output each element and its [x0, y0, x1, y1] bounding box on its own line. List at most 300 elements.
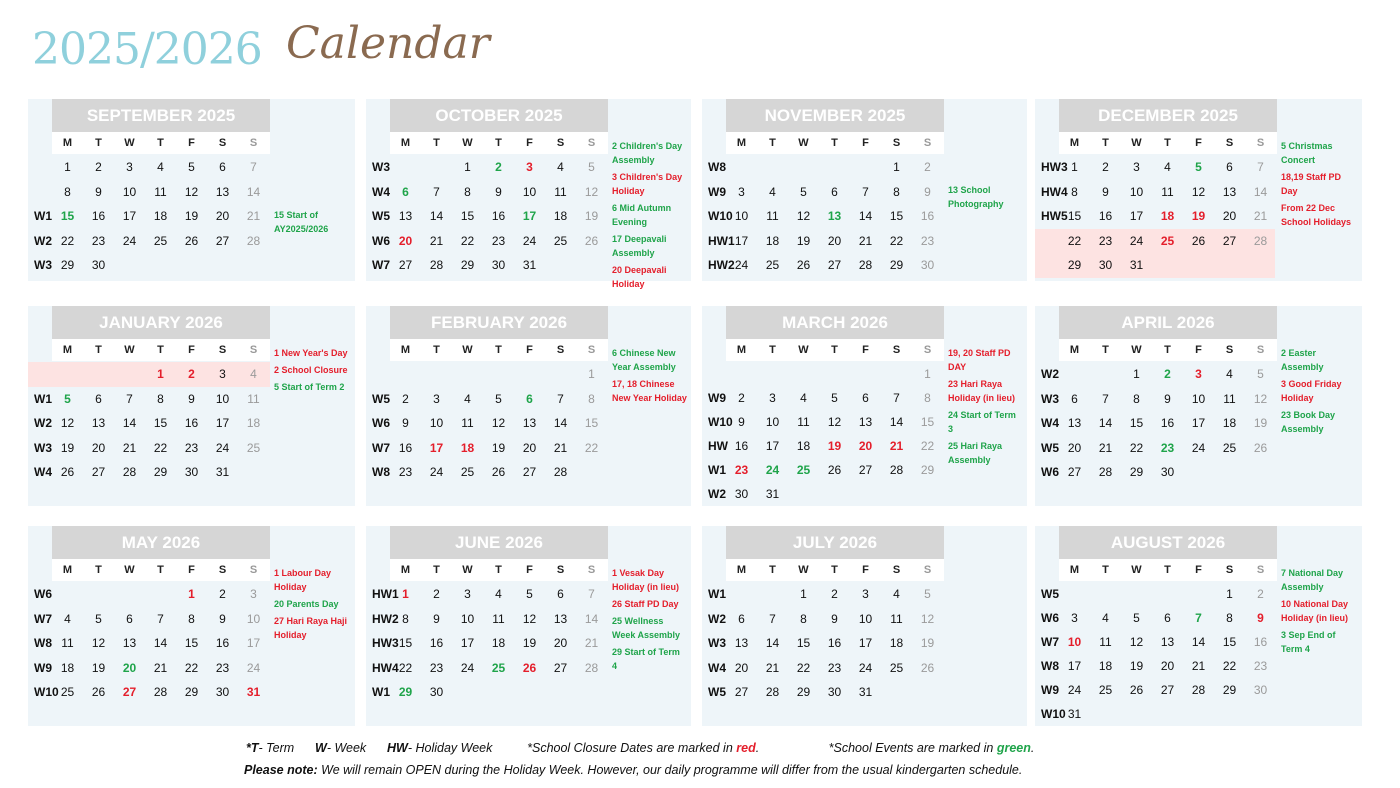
weekday-label: W — [462, 564, 473, 576]
day-cell: 9 — [219, 611, 226, 626]
month-notes — [612, 566, 687, 673]
day-cell: 23 — [91, 233, 106, 248]
day-cell: 14 — [1098, 416, 1113, 430]
day-cell: 27 — [858, 463, 873, 477]
weekday-label: S — [556, 564, 565, 576]
week-label: W7 — [372, 258, 390, 272]
day-cell: 3 — [769, 391, 776, 405]
day-cell: 4 — [1102, 611, 1109, 625]
month-notes — [274, 346, 351, 394]
week-row — [28, 607, 270, 631]
day-cell: 19 — [584, 209, 599, 223]
legend-events-color: green — [996, 741, 1031, 755]
day-cell: 5 — [188, 160, 195, 174]
week-label: W3 — [708, 636, 726, 650]
legend-closure-color: red — [736, 741, 756, 755]
week-row — [702, 386, 944, 410]
weekday-label: W — [798, 564, 809, 576]
week-row — [28, 204, 270, 228]
day-cell: 19 — [1253, 416, 1268, 430]
week-row — [702, 362, 944, 386]
day-cell: 5 — [64, 391, 71, 406]
week-row — [1035, 229, 1277, 253]
day-cell: 7 — [893, 391, 900, 405]
note-item: 2 Easter Assembly — [1281, 348, 1324, 372]
day-cell: 4 — [557, 160, 564, 174]
month-panel — [366, 526, 691, 726]
day-cell: 28 — [765, 685, 780, 699]
day-cell: 23 — [398, 465, 413, 479]
month-header: MARCH 2026 — [726, 306, 944, 339]
note-item: 6 Mid Autumn Evening — [612, 203, 672, 227]
day-cell: 24 — [734, 258, 749, 272]
week-row — [28, 155, 270, 179]
note-item: 25 Wellness Week Assembly — [612, 616, 681, 640]
day-cell: 9 — [402, 416, 409, 430]
day-cell: 21 — [858, 233, 873, 248]
weekday-label: S — [923, 344, 932, 356]
day-cell: 6 — [1164, 611, 1171, 625]
day-cell: 15 — [60, 209, 75, 223]
legend-week-key: W — [315, 741, 327, 755]
note-item: 17 Deepavali Assembly — [612, 234, 667, 258]
month-header: JUNE 2026 — [390, 526, 608, 559]
week-label: HW4 — [1041, 184, 1068, 199]
day-cell: 26 — [796, 258, 811, 272]
day-cell: 26 — [584, 233, 599, 248]
week-label: W5 — [1041, 440, 1059, 455]
day-cell: 19 — [827, 439, 842, 453]
week-row — [702, 458, 944, 482]
day-cell: 25 — [796, 463, 811, 477]
day-cell: 2 — [433, 587, 440, 601]
day-cell: 3 — [526, 160, 533, 174]
day-cell: 23 — [491, 233, 506, 248]
day-cell: 2 — [402, 391, 409, 406]
weekday-header-row — [390, 339, 608, 361]
day-cell: 11 — [492, 611, 505, 626]
week-row — [1035, 411, 1277, 435]
week-label: W5 — [1041, 587, 1059, 601]
day-cell: 13 — [91, 416, 106, 430]
day-cell: 2 — [219, 587, 226, 601]
legend-holiday-key: HW — [387, 741, 408, 755]
day-cell: 23 — [827, 660, 842, 675]
day-cell: 7 — [250, 160, 257, 174]
weekday-label: T — [433, 344, 440, 356]
note-item: 20 Parents Day — [274, 599, 339, 609]
day-cell: 13 — [827, 209, 842, 223]
weekday-label: T — [157, 137, 164, 149]
day-cell: 8 — [464, 184, 471, 199]
week-row — [702, 607, 944, 631]
day-cell: 9 — [831, 611, 838, 626]
day-cell: 6 — [402, 184, 409, 199]
day-cell: 23 — [429, 660, 444, 675]
day-cell: 9 — [433, 611, 440, 626]
weekday-label: W — [1131, 137, 1142, 149]
day-cell: 3 — [464, 587, 471, 601]
weekday-label: S — [1225, 344, 1234, 356]
day-cell: 3 — [250, 587, 257, 601]
day-cell: 27 — [215, 233, 230, 248]
day-cell: 11 — [247, 391, 260, 406]
week-label: W3 — [372, 160, 390, 174]
day-cell: 16 — [734, 439, 749, 453]
weekday-label: W — [1131, 564, 1142, 576]
day-cell: 12 — [91, 636, 106, 650]
note-item: 17, 18 Chinese New Year Holiday — [612, 379, 687, 403]
day-cell: 29 — [398, 685, 413, 699]
week-label: HW — [708, 439, 728, 453]
day-cell: 5 — [588, 160, 595, 174]
day-cell: 31 — [858, 685, 873, 699]
day-cell: 29 — [1129, 465, 1144, 479]
day-cell: 13 — [858, 415, 873, 429]
week-label: W3 — [34, 258, 52, 272]
day-cell: 19 — [796, 233, 811, 248]
day-cell: 29 — [920, 463, 935, 477]
day-cell: 22 — [184, 660, 199, 675]
day-cell: 21 — [246, 209, 261, 223]
day-cell: 18 — [246, 416, 261, 430]
weekday-label: M — [1069, 344, 1080, 356]
day-cell: 11 — [1223, 391, 1236, 406]
weekday-label: T — [157, 564, 164, 576]
weekday-label: S — [923, 137, 932, 149]
month-notes — [274, 208, 351, 236]
legend-events-text: *School Events are marked in — [828, 741, 994, 755]
day-cell: 11 — [1099, 635, 1112, 649]
day-cell: 25 — [1098, 683, 1113, 697]
day-cell: 14 — [246, 184, 261, 199]
day-cell: 5 — [924, 587, 931, 601]
week-row — [28, 411, 270, 435]
day-cell: 14 — [429, 209, 444, 223]
day-cell: 20 — [215, 209, 230, 223]
day-cell: 1 — [64, 160, 71, 174]
weekday-label: S — [249, 344, 258, 356]
week-row — [366, 411, 608, 435]
legend-note-label: Please note: — [244, 763, 318, 777]
note-item: 15 Start of AY2025/2026 — [274, 210, 329, 234]
day-cell: 24 — [246, 660, 261, 675]
weekday-label: F — [862, 344, 869, 356]
month-panel — [1035, 526, 1362, 726]
week-row — [1035, 436, 1277, 460]
day-cell: 5 — [495, 391, 502, 406]
weekday-label: W — [124, 344, 135, 356]
day-cell: 2 — [495, 160, 502, 174]
day-cell: 25 — [765, 258, 780, 272]
day-cell: 31 — [522, 258, 537, 272]
day-cell: 27 — [1222, 233, 1237, 248]
week-row — [1035, 582, 1277, 606]
note-item: 3 Good Friday Holiday — [1281, 379, 1342, 403]
day-cell: 17 — [1129, 209, 1144, 223]
day-cell: 11 — [1161, 184, 1174, 199]
weekday-label: F — [1195, 344, 1202, 356]
note-item: 26 Staff PD Day — [612, 599, 679, 609]
day-cell: 6 — [95, 391, 102, 406]
week-row — [366, 204, 608, 228]
note-item: 27 Hari Raya Haji Holiday — [274, 616, 348, 640]
weekday-header-row — [52, 339, 270, 361]
day-cell: 30 — [429, 685, 444, 699]
day-cell: 27 — [398, 258, 413, 272]
day-cell: 4 — [800, 391, 807, 405]
legend-closure-text: *School Closure Dates are marked in — [527, 741, 733, 755]
weekday-header-row — [390, 132, 608, 154]
day-cell: 8 — [1133, 391, 1140, 406]
day-cell: 29 — [153, 465, 168, 479]
week-row — [1035, 606, 1277, 630]
week-label: W1 — [708, 587, 726, 601]
day-cell: 16 — [1160, 416, 1175, 430]
day-cell: 1 — [1226, 587, 1233, 601]
week-label: W5 — [372, 391, 390, 406]
day-cell: 16 — [491, 209, 506, 223]
day-cell: 7 — [1257, 160, 1264, 174]
day-cell: 17 — [734, 233, 749, 248]
day-cell: 11 — [554, 184, 567, 199]
note-item: From 22 Dec School Holidays — [1281, 203, 1352, 227]
day-cell: 14 — [1253, 184, 1268, 199]
day-cell: 21 — [153, 660, 168, 675]
day-cell: 30 — [1160, 465, 1175, 479]
day-cell: 20 — [122, 660, 137, 675]
day-cell: 8 — [1071, 184, 1078, 199]
week-row — [1035, 180, 1277, 204]
weekday-label: S — [587, 564, 596, 576]
weekday-label: M — [400, 344, 411, 356]
weekday-label: T — [95, 344, 102, 356]
weekday-header-row — [52, 132, 270, 154]
day-cell: 14 — [858, 209, 873, 223]
weekday-label: M — [736, 564, 747, 576]
week-row — [1035, 702, 1277, 726]
day-cell: 6 — [219, 160, 226, 174]
title-word: Calendar — [286, 18, 490, 69]
month-panel — [702, 99, 1027, 281]
day-cell: 4 — [64, 611, 71, 626]
day-cell: 15 — [398, 636, 413, 650]
day-cell: 18 — [1222, 416, 1237, 430]
weekday-label: S — [892, 137, 901, 149]
weekday-label: T — [495, 344, 502, 356]
day-cell: 26 — [91, 685, 106, 699]
day-cell: 10 — [122, 184, 137, 199]
day-cell: 23 — [734, 463, 749, 477]
day-cell: 24 — [1191, 440, 1206, 455]
day-cell: 15 — [1129, 416, 1144, 430]
day-cell: 28 — [858, 258, 873, 272]
day-cell: 5 — [1257, 367, 1264, 381]
day-cell: 2 — [831, 587, 838, 601]
day-cell: 7 — [769, 611, 776, 626]
day-cell: 23 — [1098, 233, 1113, 248]
week-row — [1035, 204, 1277, 228]
month-header: APRIL 2026 — [1059, 306, 1277, 339]
day-cell: 27 — [91, 465, 106, 479]
weekday-label: S — [218, 137, 227, 149]
day-cell: 15 — [184, 636, 199, 650]
note-item: 23 Book Day Assembly — [1281, 410, 1336, 434]
week-row — [366, 387, 608, 411]
day-cell: 21 — [765, 660, 780, 675]
day-cell: 28 — [889, 463, 904, 477]
week-row — [28, 436, 270, 460]
week-label: W6 — [1041, 465, 1059, 479]
day-cell: 20 — [398, 233, 413, 248]
day-cell: 28 — [1253, 233, 1268, 248]
day-cell: 21 — [553, 440, 568, 455]
day-cell: 8 — [924, 391, 931, 405]
week-row — [1035, 630, 1277, 654]
weekday-label: W — [798, 344, 809, 356]
day-cell: 30 — [91, 258, 106, 272]
day-cell: 18 — [889, 636, 904, 650]
day-cell: 22 — [584, 440, 599, 455]
weekday-label: S — [892, 344, 901, 356]
day-cell: 24 — [1129, 233, 1144, 248]
day-cell: 2 — [738, 391, 745, 405]
weekday-label: T — [769, 564, 776, 576]
week-row — [1035, 678, 1277, 702]
day-cell: 25 — [153, 233, 168, 248]
week-row — [702, 155, 944, 179]
week-label: W8 — [372, 465, 390, 479]
day-cell: 1 — [800, 587, 807, 601]
weekday-label: T — [1102, 137, 1109, 149]
day-cell: 18 — [796, 439, 811, 453]
weekday-label: M — [736, 344, 747, 356]
day-cell: 13 — [215, 184, 230, 199]
legend-line-1: *T- Term W- Week HW- Holiday Week *School Closure Dates are marked in red. *School Events are marked in green. — [246, 741, 1035, 755]
day-cell: 12 — [920, 611, 935, 626]
weekday-label: F — [188, 344, 195, 356]
day-cell: 16 — [1098, 209, 1113, 223]
week-row — [28, 180, 270, 204]
day-cell: 15 — [460, 209, 475, 223]
day-cell: 11 — [461, 416, 474, 430]
day-cell: 13 — [553, 611, 568, 626]
day-cell: 23 — [215, 660, 230, 675]
day-cell: 4 — [495, 587, 502, 601]
day-cell: 24 — [429, 465, 444, 479]
day-cell: 20 — [522, 440, 537, 455]
legend-week-text: - Week — [326, 741, 367, 755]
weekday-header-row — [52, 559, 270, 581]
day-cell: 29 — [889, 258, 904, 272]
weekday-label: T — [433, 564, 440, 576]
day-cell: 16 — [1253, 635, 1268, 649]
day-cell: 3 — [126, 160, 133, 174]
week-label: HW2 — [708, 258, 735, 272]
week-label: W8 — [1041, 659, 1059, 673]
legend-term-key: *T — [246, 741, 259, 755]
week-row — [702, 180, 944, 204]
note-item: 25 Hari Raya Assembly — [948, 441, 1003, 465]
week-label: W2 — [708, 487, 726, 501]
day-cell: 27 — [122, 685, 137, 699]
day-cell: 1 — [1071, 160, 1078, 174]
day-cell: 24 — [522, 233, 537, 248]
week-label: HW5 — [1041, 209, 1068, 223]
day-cell: 19 — [60, 440, 75, 455]
day-cell: 9 — [495, 184, 502, 199]
week-label: W8 — [708, 160, 726, 174]
week-label: W1 — [708, 463, 726, 477]
month-header: FEBRUARY 2026 — [390, 306, 608, 339]
day-cell: 31 — [1129, 258, 1144, 272]
weekday-label: M — [400, 564, 411, 576]
day-cell: 25 — [889, 660, 904, 675]
month-notes — [612, 139, 687, 291]
week-label: W1 — [34, 391, 52, 406]
day-cell: 28 — [1191, 683, 1206, 697]
weekday-label: F — [1195, 564, 1202, 576]
week-row — [366, 155, 608, 179]
weekday-label: T — [1164, 344, 1171, 356]
week-row — [28, 460, 270, 484]
day-cell: 7 — [1102, 391, 1109, 406]
day-cell: 1 — [893, 160, 900, 174]
weekday-label: W — [462, 137, 473, 149]
day-cell: 16 — [215, 636, 230, 650]
legend-note-text: We will remain OPEN during the Holiday Week. However, our daily programme will differ from the usual kindergarten schedule. — [321, 763, 1023, 777]
week-label: HW3 — [1041, 160, 1068, 174]
day-cell: 9 — [738, 415, 745, 429]
week-row — [28, 229, 270, 253]
week-label: HW2 — [372, 611, 399, 626]
day-cell: 18 — [1098, 659, 1113, 673]
day-cell: 30 — [920, 258, 935, 272]
day-cell: 10 — [765, 415, 780, 429]
day-cell: 12 — [184, 184, 199, 199]
weekday-label: S — [892, 564, 901, 576]
day-cell: 1 — [924, 367, 931, 381]
day-cell: 3 — [1133, 160, 1140, 174]
day-cell: 29 — [796, 685, 811, 699]
day-cell: 9 — [95, 184, 102, 199]
note-item: 10 National Day Holiday (in lieu) — [1281, 599, 1349, 623]
day-cell: 31 — [1067, 707, 1082, 721]
weekday-label: S — [923, 564, 932, 576]
week-label: W5 — [372, 209, 390, 223]
weekday-label: F — [188, 564, 195, 576]
week-label: W7 — [1041, 635, 1059, 649]
day-cell: 21 — [429, 233, 444, 248]
day-cell: 18 — [765, 233, 780, 248]
day-cell: 15 — [584, 416, 599, 430]
day-cell: 2 — [924, 160, 931, 174]
day-cell: 4 — [464, 391, 471, 406]
note-item: 5 Start of Term 2 — [274, 382, 345, 392]
week-label: W7 — [372, 440, 390, 455]
day-cell: 22 — [153, 440, 168, 455]
day-cell: 5 — [1133, 611, 1140, 625]
weekday-label: S — [587, 137, 596, 149]
note-item: 1 Vesak Day Holiday (in lieu) — [612, 568, 680, 592]
day-cell: 5 — [800, 184, 807, 199]
weekday-label: S — [1225, 564, 1234, 576]
month-panel — [1035, 99, 1362, 281]
day-cell: 22 — [889, 233, 904, 248]
weekday-label: M — [400, 137, 411, 149]
day-cell: 15 — [153, 416, 168, 430]
weekday-header-row — [1059, 339, 1277, 361]
